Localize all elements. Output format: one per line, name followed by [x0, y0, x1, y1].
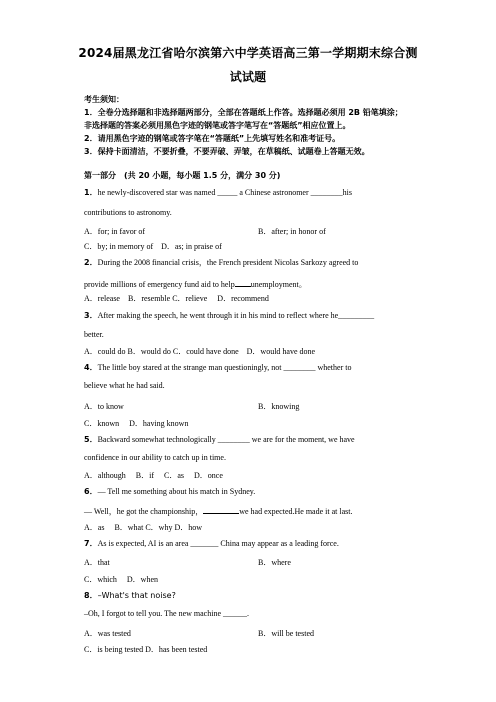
question-text: we had expected.He made it at last. [239, 507, 353, 516]
options-row[interactable]: C．by; in memory of D．as; in praise of [84, 242, 222, 251]
option-b[interactable]: B．where [258, 558, 291, 567]
question-number: 2． [84, 258, 98, 267]
question-text: After making the speech, he went through it in his mind to reflect where he_________ [97, 311, 375, 320]
question-text-cont [84, 505, 353, 517]
answer-blank [203, 505, 239, 514]
question-stem [84, 362, 351, 373]
question-number: 6． [84, 487, 98, 496]
question-stem [84, 538, 339, 549]
options-row[interactable]: C．known D．having known [84, 419, 189, 428]
question-stem [84, 257, 358, 268]
answer-blank [235, 278, 251, 287]
question-text: — Well，he got the championship， [84, 507, 204, 516]
question-text: –What's that noise? [97, 591, 176, 600]
question-stem [84, 187, 352, 198]
question-stem [84, 434, 355, 445]
question-stem [84, 486, 255, 497]
question-stem [84, 310, 374, 321]
question-text: As is expected, AI is an area _______ China may appear as a leading force. [97, 539, 339, 548]
question-text: During the 2008 financial crisis，the French president Nicolas Sarkozy agreed to [97, 258, 359, 267]
question-number: 1． [84, 188, 98, 197]
notice-item: 3．保持卡面清洁，不要折叠，不要弄破、弄皱，在草稿纸、试题卷上答题无效。 [84, 147, 370, 156]
page-title-continued: 试试题 [229, 70, 267, 84]
question-text: unemployment。 [250, 280, 307, 289]
notice-heading: 考生须知： [84, 95, 124, 104]
notice-item: 2．请用黑色字迹的钢笔或答字笔在“答题纸”上先填写姓名和准考证号。 [84, 134, 341, 143]
options-row[interactable]: C．which D．when [84, 575, 158, 584]
notice-item: 非选择题的答案必须用黑色字迹的钢笔或答字笔写在“答题纸”相应位置上。 [84, 121, 351, 130]
question-number: 3． [84, 311, 98, 320]
option-a[interactable]: A．that [84, 558, 110, 567]
question-text-cont: better. [84, 330, 104, 339]
question-number: 7． [84, 539, 98, 548]
question-text: — Tell me something about his match in Sydney. [97, 487, 256, 496]
question-text: The little boy stared at the strange man questioningly, not ________ whether to [97, 363, 352, 372]
option-a[interactable]: A．to know [84, 402, 124, 411]
question-text: Backward somewhat technologically ________ we are for the moment, we have [97, 435, 355, 444]
options-row[interactable]: A．could do B．would do C．could have done D．would have done [84, 347, 316, 356]
question-text-cont: –Oh, I forgot to tell you. The new machine ______. [84, 609, 250, 618]
options-row[interactable]: A．release B．resemble C．relieve D．recommend [84, 294, 269, 303]
question-text-cont: confidence in our ability to catch up in time. [84, 453, 226, 462]
option-b[interactable]: B．will be tested [258, 629, 314, 638]
question-stem [84, 590, 176, 601]
option-b[interactable]: B．knowing [258, 402, 300, 411]
option-a[interactable]: A．for; in favor of [84, 227, 146, 236]
page-title: 2024届黑龙江省哈尔滨第六中学英语高三第一学期期末综合测 [78, 46, 418, 60]
question-number: 8． [84, 591, 98, 600]
options-row[interactable]: A．as B．what C．why D．how [84, 523, 202, 532]
question-text-cont: believe what he had said. [84, 381, 165, 390]
option-b[interactable]: B．after; in honor of [258, 227, 326, 236]
question-text: he newly-discovered star was named _____ a Chinese astronomer ________his [97, 188, 352, 197]
notice-item: 1．全卷分选择题和非选择题两部分，全部在答题纸上作答。选择题必须用 2B 铅笔填涂； [84, 108, 403, 117]
option-a[interactable]: A．was tested [84, 629, 131, 638]
question-text-cont [84, 278, 307, 290]
section-heading: 第一部分 (共 20 小题，每小题 1.5 分，满分 30 分) [84, 171, 281, 180]
question-number: 5． [84, 435, 98, 444]
question-text-cont: contributions to astronomy. [84, 208, 172, 217]
options-row[interactable]: C．is being tested D．has been tested [84, 645, 208, 654]
options-row[interactable]: A．although B．if C．as D．once [84, 471, 223, 480]
question-text: provide millions of emergency fund aid to help [84, 280, 235, 289]
question-number: 4． [84, 363, 98, 372]
